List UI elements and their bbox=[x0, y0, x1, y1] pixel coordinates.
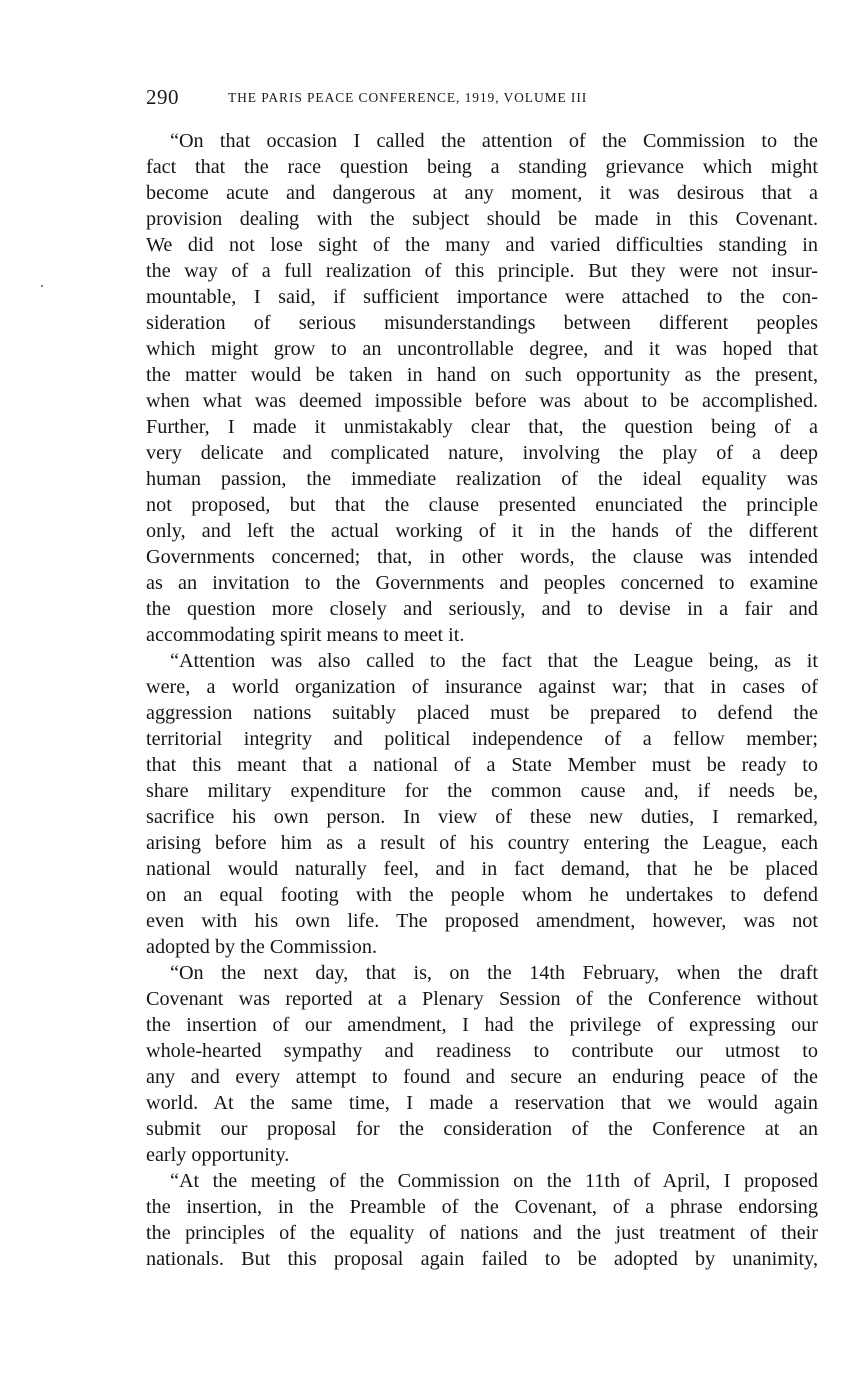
text-line: not proposed, but that the clause presented enunciated the principle bbox=[146, 494, 818, 516]
text-line: sacrifice his own person. In view of these new duties, I remarked, bbox=[146, 806, 818, 828]
text-line: nationals. But this proposal again failed to be adopted by unanimity, bbox=[146, 1248, 818, 1270]
text-line: provision dealing with the subject should be made in this Covenant. bbox=[146, 208, 818, 230]
text-line: when what was deemed impossible before was about to be accomplished. bbox=[146, 390, 818, 412]
text-line: accommodating spirit means to meet it. bbox=[146, 624, 465, 646]
text-line: the way of a full realization of this principle. But they were not insur- bbox=[146, 260, 818, 282]
text-line: were, a world organization of insurance against war; that in cases of bbox=[146, 676, 818, 698]
text-line: the insertion of our amendment, I had the privilege of expressing our bbox=[146, 1014, 818, 1036]
paragraph bbox=[146, 648, 818, 960]
text-line: “At the meeting of the Commission on the 11th of April, I proposed bbox=[170, 1170, 818, 1192]
text-line: any and every attempt to found and secure an enduring peace of the bbox=[146, 1066, 818, 1088]
text-line: the principles of the equality of nations and the just treatment of their bbox=[146, 1222, 818, 1244]
text-line: sideration of serious misunderstandings between different peoples bbox=[146, 312, 818, 334]
running-title: THE PARIS PEACE CONFERENCE, 1919, VOLUME III bbox=[228, 90, 588, 105]
text-line: become acute and dangerous at any moment, it was desirous that a bbox=[146, 182, 818, 204]
text-line: Governments concerned; that, in other words, the clause was intended bbox=[146, 546, 818, 568]
text-line: even with his own life. The proposed amendment, however, was not bbox=[146, 910, 818, 932]
text-line: “On that occasion I called the attention of the Commission to the bbox=[170, 130, 818, 152]
text-line: “On the next day, that is, on the 14th February, when the draft bbox=[170, 962, 818, 984]
text-line: very delicate and complicated nature, involving the play of a deep bbox=[146, 442, 818, 464]
scan-speck bbox=[41, 285, 43, 287]
text-line: submit our proposal for the consideration of the Conference at an bbox=[146, 1118, 818, 1140]
text-line: whole-hearted sympathy and readiness to contribute our utmost to bbox=[146, 1040, 818, 1062]
text-line: national would naturally feel, and in fact demand, that he be placed bbox=[146, 858, 818, 880]
text-line: mountable, I said, if sufficient importance were attached to the con- bbox=[146, 286, 818, 308]
text-line: territorial integrity and political independence of a fellow member; bbox=[146, 728, 818, 750]
text-line: Covenant was reported at a Plenary Session of the Conference without bbox=[146, 988, 818, 1010]
text-line: only, and left the actual working of it in the hands of the different bbox=[146, 520, 818, 542]
text-line: the question more closely and seriously, and to devise in a fair and bbox=[146, 598, 818, 620]
text-line: which might grow to an uncontrollable degree, and it was hoped that bbox=[146, 338, 818, 360]
paragraph bbox=[146, 1168, 818, 1272]
text-line: as an invitation to the Governments and peoples concerned to examine bbox=[146, 572, 818, 594]
text-line: world. At the same time, I made a reservation that we would again bbox=[146, 1092, 818, 1114]
text-line: on an equal footing with the people whom he undertakes to defend bbox=[146, 884, 818, 906]
text-line: aggression nations suitably placed must be prepared to defend the bbox=[146, 702, 818, 724]
body-text bbox=[146, 128, 818, 1272]
text-line: adopted by the Commission. bbox=[146, 936, 378, 958]
text-line: share military expenditure for the common cause and, if needs be, bbox=[146, 780, 818, 802]
text-line: fact that the race question being a standing grievance which might bbox=[146, 156, 818, 178]
text-line: “Attention was also called to the fact that the League being, as it bbox=[170, 650, 818, 672]
text-line: that this meant that a national of a State Member must be ready to bbox=[146, 754, 818, 776]
paragraph bbox=[146, 960, 818, 1168]
page-number: 290 bbox=[146, 85, 179, 109]
text-line: arising before him as a result of his country entering the League, each bbox=[146, 832, 818, 854]
text-line: the insertion, in the Preamble of the Covenant, of a phrase endorsing bbox=[146, 1196, 818, 1218]
text-line: We did not lose sight of the many and varied difficulties standing in bbox=[146, 234, 818, 256]
page-header bbox=[146, 85, 818, 113]
text-line: human passion, the immediate realization of the ideal equality was bbox=[146, 468, 818, 490]
text-line: the matter would be taken in hand on such opportunity as the present, bbox=[146, 364, 818, 386]
paragraph bbox=[146, 128, 818, 648]
text-line: early opportunity. bbox=[146, 1144, 290, 1166]
text-line: Further, I made it unmistakably clear that, the question being of a bbox=[146, 416, 818, 438]
